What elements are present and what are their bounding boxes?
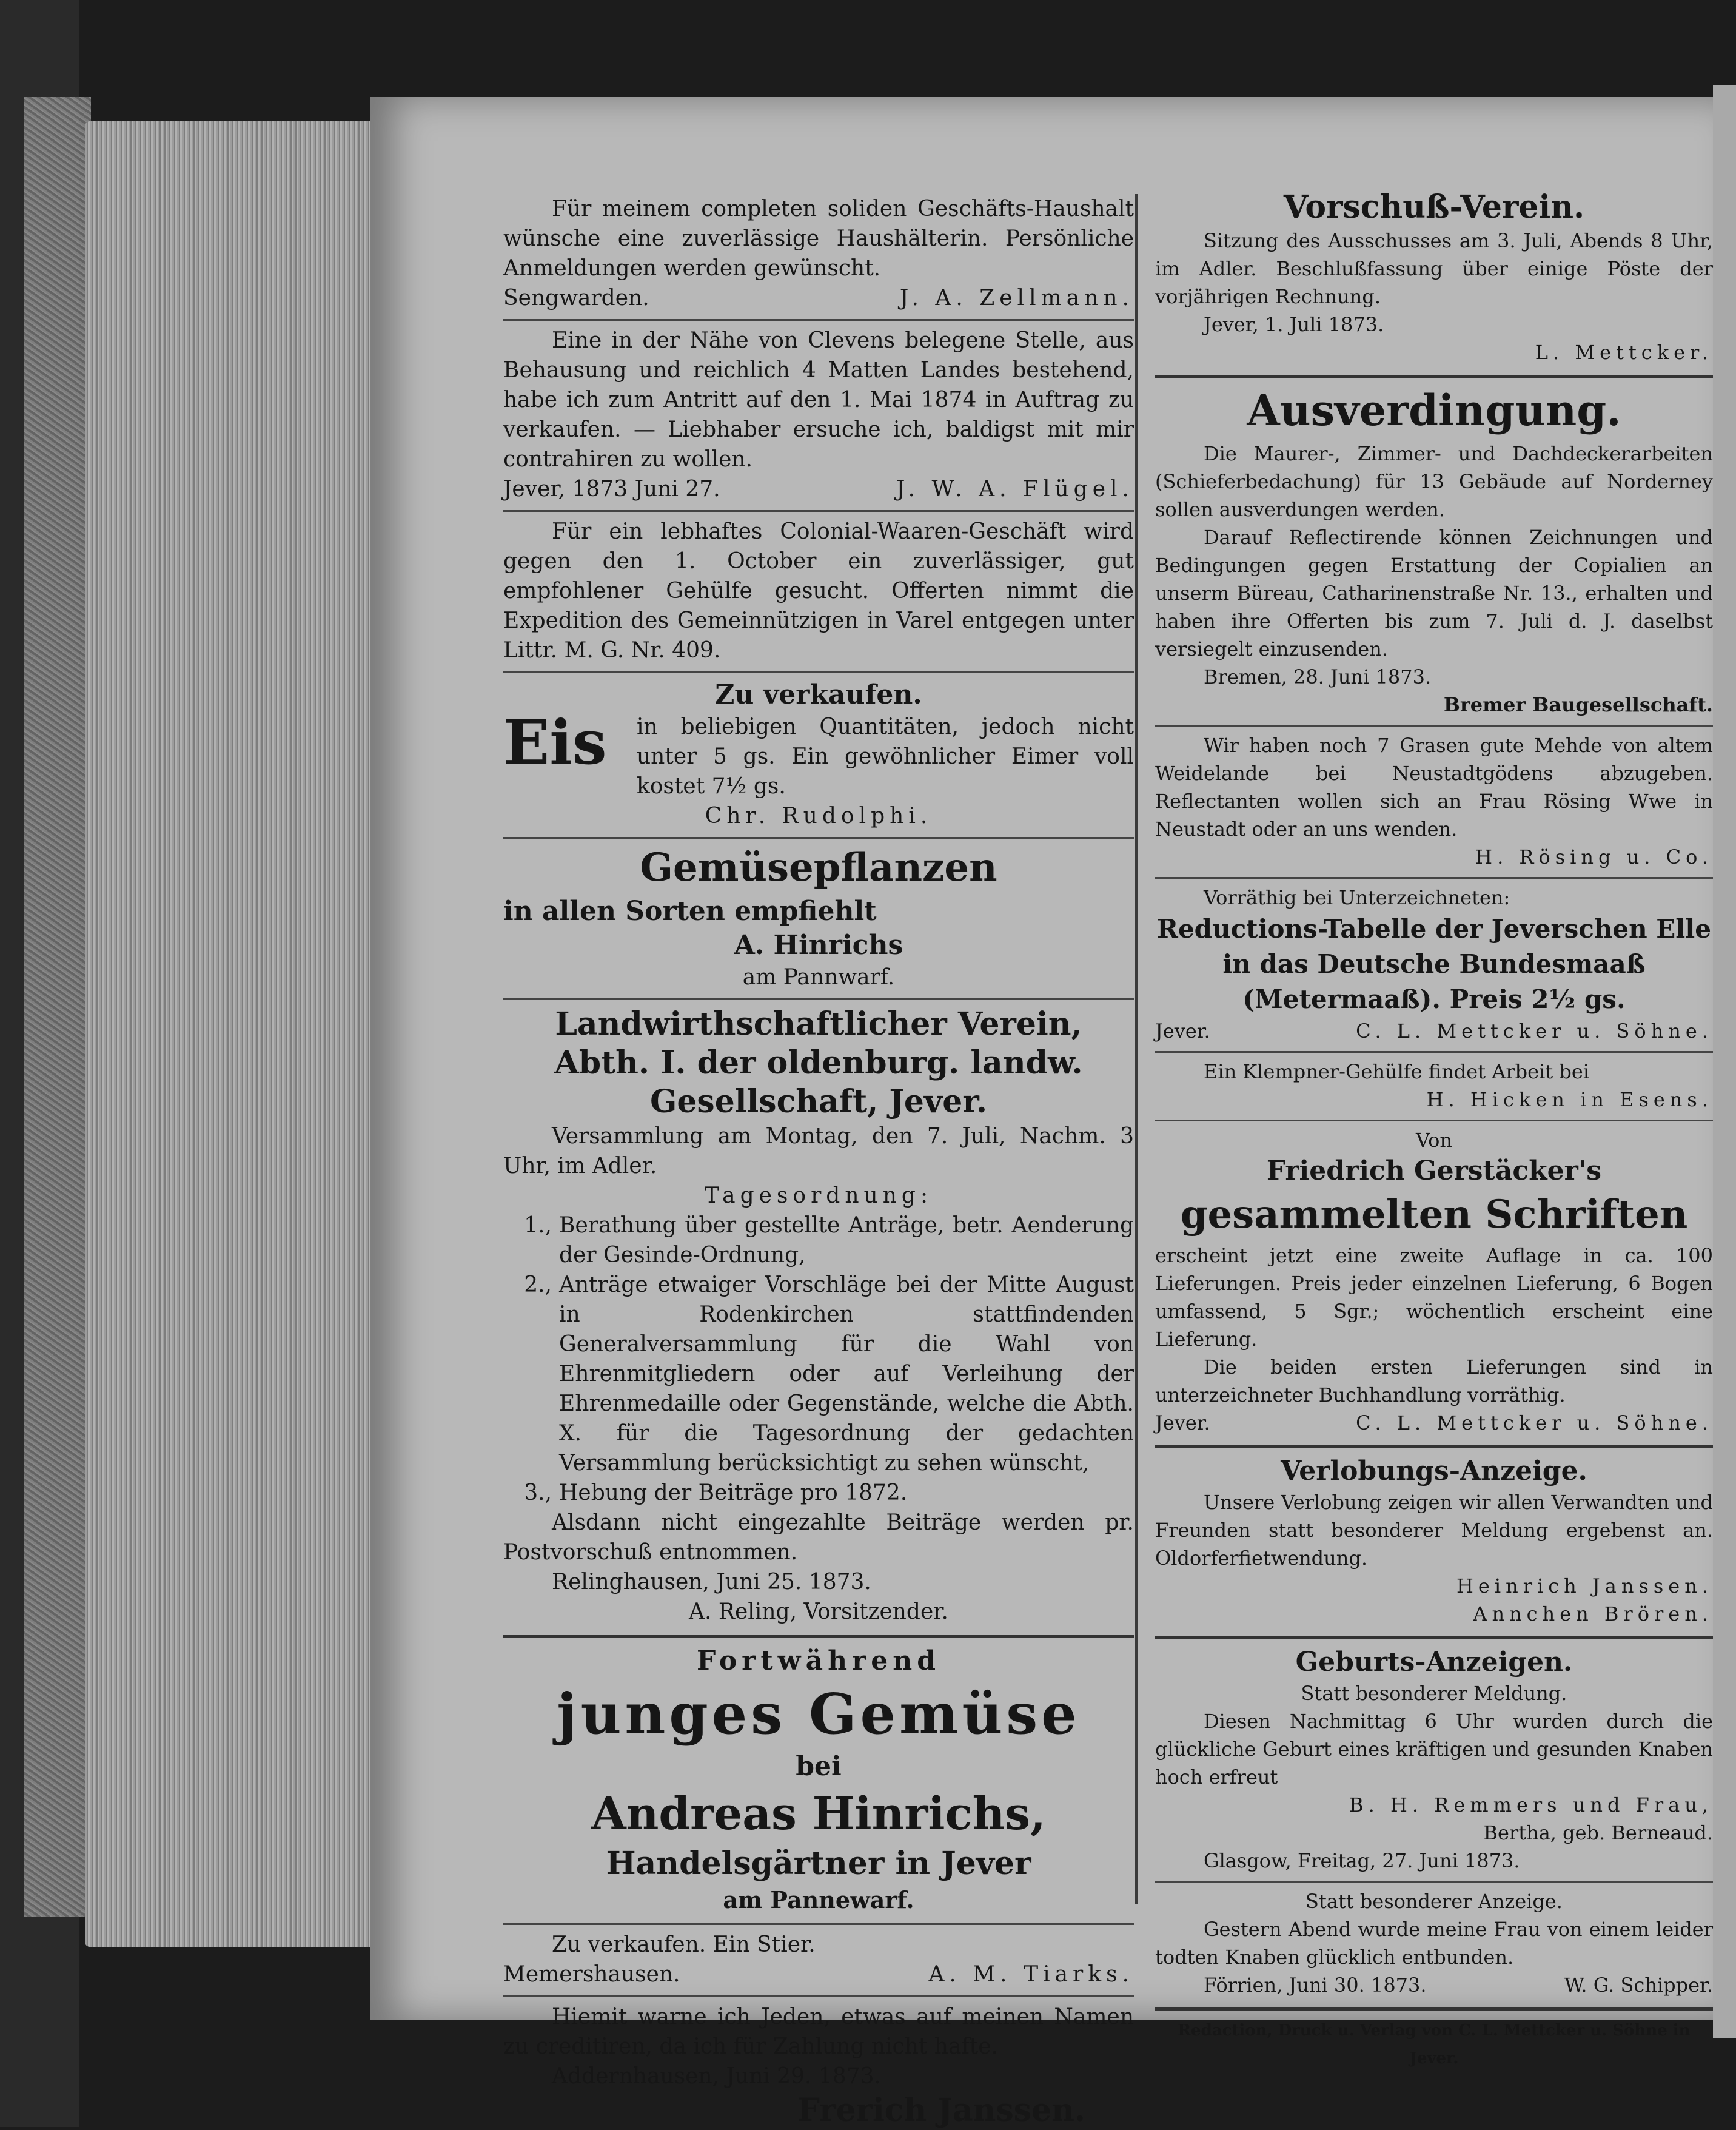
agenda-number: 3., <box>524 1480 552 1505</box>
ad-text: Zu verkaufen. Ein Stier. <box>552 1932 816 1957</box>
separator-rule <box>503 1635 1134 1638</box>
ad-tender <box>1155 384 1713 719</box>
ad-heading: Verlobungs-Anzeige. <box>1281 1456 1587 1487</box>
ad-signer: Bertha, geb. Berneaud. <box>1483 1821 1713 1844</box>
agenda-text: Anträge etwaiger Vorschläge bei der Mitte August in Rodenkirchen stattfindenden Generalversammlung für die Wahl von Ehrenmitgliedern oder auf Verleihung der Ehrenmedaille oder Gegenstände, welche die Abth. X. für die Tagesordnung der gedachten Versammlung berücksichtigt zu sehen wünscht, <box>559 1272 1134 1476</box>
ad-conversion-table <box>1155 884 1713 1045</box>
ad-place: Jever. <box>1155 1020 1210 1043</box>
agenda-title: Tagesordnung: <box>704 1183 933 1208</box>
ad-heading: Gesellschaft, Jever. <box>649 1083 988 1120</box>
ad-tinsmith <box>1155 1058 1713 1114</box>
separator-rule <box>503 671 1134 673</box>
ad-sub: Statt besonderer Anzeige. <box>1305 1890 1563 1913</box>
ad-place: Bremen, 28. Juni 1873. <box>1204 665 1432 688</box>
ad-line: Fortwährend <box>697 1645 940 1676</box>
ad-birth-announcement <box>1155 1645 1713 1875</box>
ad-heading: Ausverdingung. <box>1247 385 1621 435</box>
ad-place: Addernhausen, Juni 29. 1873. <box>552 2064 881 2089</box>
ad-heading: gesammelten Schriften <box>1180 1192 1688 1237</box>
ad-signer: L. Mettcker. <box>1535 341 1713 364</box>
separator-rule <box>1155 877 1713 879</box>
separator-rule <box>1155 1881 1713 1883</box>
separator-rule <box>1155 725 1713 727</box>
ad-signer: H. Hicken in Esens. <box>1426 1088 1713 1111</box>
separator-rule <box>1155 375 1713 378</box>
ad-place: Memershausen. <box>503 1962 680 1987</box>
ad-vegetable-plants <box>503 844 1134 992</box>
ad-bull-sale <box>503 1930 1134 1989</box>
agenda-number: 1., <box>524 1213 552 1238</box>
ad-signer: Bremer Baugesellschaft. <box>1443 693 1713 716</box>
ad-signer: B. H. Remmers und Frau, <box>1349 1793 1713 1816</box>
cover-texture <box>24 97 91 1917</box>
separator-rule <box>503 1995 1134 1997</box>
ad-text: Sitzung des Ausschusses am 3. Juli, Abends 8 Uhr, im Adler. Beschlußfassung über einige Pöste der vorjährigen Rechnung. <box>1155 229 1713 308</box>
ad-heading: Gemüsepflanzen <box>640 845 997 890</box>
ad-big-word: Eis <box>503 707 607 778</box>
right-column <box>1155 188 1713 2072</box>
ad-signer: W. G. Schipper. <box>1564 1974 1713 1997</box>
separator-rule <box>1155 1445 1713 1448</box>
ad-signer: H. Rösing u. Co. <box>1475 845 1713 868</box>
ad-heading: Abth. I. der oldenburg. landw. <box>554 1044 1083 1081</box>
ad-place: am Pannwarf. <box>742 965 895 990</box>
agenda-item <box>503 1478 1134 1508</box>
ad-line: Vorräthig bei Unterzeichneten: <box>1204 886 1510 909</box>
ad-signer: A. Reling, Vorsitzender. <box>689 1599 948 1624</box>
ad-text: Hiemit warne ich Jeden, etwas auf meinen Namen zu creditiren, da ich für Zahlung nicht hafte. <box>503 2004 1134 2059</box>
ad-signer: J. W. A. Flügel. <box>896 477 1134 502</box>
ad-signer: Chr. Rudolphi. <box>705 804 933 828</box>
ad-place: Relinghausen, Juni 25. 1873. <box>552 1570 871 1594</box>
separator-rule <box>503 319 1134 321</box>
ad-heading: Landwirthschaftlicher Verein, <box>555 1006 1082 1043</box>
ad-place: Jever, 1873 Juni 27. <box>503 477 720 502</box>
ad-heading: junges Gemüse <box>557 1681 1081 1747</box>
ad-title: Reductions-Tabelle der Jeverschen Elle in das Deutsche Bundesmaaß (Metermaaß). Preis 2½ gs. <box>1157 914 1711 1014</box>
ad-place: Jever. <box>1155 1411 1210 1434</box>
ad-signer: C. L. Mettcker u. Söhne. <box>1356 1411 1713 1434</box>
ad-young-vegetables <box>503 1644 1134 1917</box>
ad-engagement <box>1155 1454 1713 1628</box>
separator-rule <box>503 998 1134 1000</box>
ad-note: Alsdann nicht eingezahlte Beiträge werden pr. Postvorschuß entnommen. <box>503 1510 1134 1565</box>
ad-place: am Pannewarf. <box>723 1886 914 1913</box>
ad-place: Jever, 1. Juli 1873. <box>1204 313 1384 336</box>
ad-heading: Zu verkaufen. <box>715 679 922 710</box>
ad-text: Die Maurer-, Zimmer- und Dachdeckerarbeiten (Schieferbedachung) für 13 Gebäude auf Norderney sollen ausverdungen werden. <box>1155 442 1713 521</box>
ad-line: Friedrich Gerstäcker's <box>1266 1155 1602 1186</box>
ad-place: Glasgow, Freitag, 27. Juni 1873. <box>1204 1849 1520 1872</box>
column-divider <box>1135 194 1138 1904</box>
next-page-edge <box>1713 85 1736 2038</box>
agenda-number: 2., <box>524 1272 552 1297</box>
agenda-item <box>503 1211 1134 1270</box>
ad-gerstaecker-books <box>1155 1126 1713 1437</box>
separator-rule <box>503 837 1134 839</box>
ad-line: Von <box>1415 1129 1453 1152</box>
ad-text: Ein Klempner-Gehülfe findet Arbeit bei <box>1204 1060 1589 1083</box>
ad-name: Andreas Hinrichs, <box>591 1788 1046 1840</box>
separator-rule <box>1155 1636 1713 1639</box>
ad-text: Für meinem completen soliden Geschäfts-Haushalt wünsche eine zuverlässige Haushälterin. Persönliche Anmeldungen werden gewünscht. <box>503 197 1134 281</box>
ad-text: Gestern Abend wurde meine Frau von einem leider todten Knaben glücklich entbunden. <box>1155 1918 1713 1969</box>
agenda-item <box>503 1270 1134 1478</box>
ad-line: Handelsgärtner in Jever <box>606 1845 1031 1882</box>
ad-signer: J. A. Zellmann. <box>899 286 1134 311</box>
ad-line: bei <box>796 1751 842 1782</box>
ad-text: Darauf Reflectirende können Zeichnungen und Bedingungen gegen Erstattung der Copialien an unserm Büreau, Catharinenstraße Nr. 13., erhalten und haben ihre Offerten bis zum 7. Juli d. J. daselbst versiegelt einzusenden. <box>1155 526 1713 660</box>
left-column <box>503 194 1134 2130</box>
ad-place: Sengwarden. <box>503 286 649 311</box>
ad-text: Diesen Nachmittag 6 Uhr wurden durch die glückliche Geburt eines kräftigen und gesunden Knaben hoch erfreut <box>1155 1710 1713 1789</box>
separator-rule <box>1155 1051 1713 1053</box>
ad-signer: Frerich Janssen. <box>797 2092 1085 2129</box>
ad-ice <box>503 678 1134 831</box>
imprint-line: Redaction, Druck u. Verlag von C. L. Mettcker u. Söhne in Jever. <box>1178 2021 1691 2068</box>
ad-place: Förrien, Juni 30. 1873. <box>1204 1974 1427 1997</box>
ad-text: Unsere Verlobung zeigen wir allen Verwandten und Freunden statt besonderer Meldung ergebenst an. Oldorferfietwendung. <box>1155 1491 1713 1570</box>
separator-rule <box>503 510 1134 512</box>
ad-signer: A. M. Tiarks. <box>928 1962 1134 1987</box>
ad-text: Für ein lebhaftes Colonial-Waaren-Geschäft wird gegen den 1. October ein zuverlässiger, gut empfohlener Gehülfe gesucht. Offerten nimmt die Expedition des Gemeinnützigen in Varel entgegen unter Littr. M. G. Nr. 409. <box>503 519 1134 663</box>
agenda-text: Hebung der Beiträge pro 1872. <box>559 1480 908 1505</box>
ad-stillbirth <box>1155 1887 1713 1999</box>
ad-agricultural-society <box>503 1005 1134 1627</box>
ad-grass-meadow <box>1155 731 1713 871</box>
ad-text: Wir haben noch 7 Grasen gute Mehde von altem Weidelande bei Neustadtgödens abzugeben. Reflectanten wollen sich an Frau Rösing Wwe in Neustadt oder an uns wenden. <box>1155 734 1713 841</box>
book-page-edges <box>85 121 382 1947</box>
ad-text: Versammlung am Montag, den 7. Juli, Nachm. 3 Uhr, im Adler. <box>503 1124 1134 1178</box>
agenda-text: Berathung über gestellte Anträge, betr. Aenderung der Gesinde-Ordnung, <box>559 1213 1134 1268</box>
ad-sub: Statt besonderer Meldung. <box>1301 1682 1567 1705</box>
ad-text: erscheint jetzt eine zweite Auflage in ca. 100 Lieferungen. Preis jeder einzelnen Lieferung, 6 Bogen umfassend, 5 Sgr.; wöchentlich erscheint eine Lieferung. <box>1155 1244 1713 1351</box>
ad-heading: Geburts-Anzeigen. <box>1295 1647 1573 1678</box>
ad-line: in allen Sorten empfiehlt <box>503 896 877 927</box>
separator-rule <box>503 1923 1134 1925</box>
ad-text: Die beiden ersten Lieferungen sind in unterzeichneter Buchhandlung vorräthig. <box>1155 1356 1713 1406</box>
ad-signer: Annchen Brören. <box>1473 1602 1713 1625</box>
ad-shop-assistant <box>503 517 1134 665</box>
ad-text: Eine in der Nähe von Clevens belegene Stelle, aus Behausung und reichlich 4 Matten Landes bestehend, habe ich zum Antritt auf den 1. Mai 1874 in Auftrag zu verkaufen. — Liebhaber ersuche ich, baldigst mit mir contrahiren zu wollen. <box>503 328 1134 472</box>
ad-signer: C. L. Mettcker u. Söhne. <box>1356 1020 1713 1043</box>
ad-name: A. Hinrichs <box>734 930 903 961</box>
ad-signer: Heinrich Janssen. <box>1456 1574 1713 1598</box>
separator-rule <box>1155 1120 1713 1121</box>
ad-text: in beliebigen Quantitäten, jedoch nicht unter 5 gs. Ein gewöhnlicher Eimer voll kostet 7½ gs. <box>637 714 1134 799</box>
ad-housekeeper <box>503 194 1134 313</box>
ad-heading: Vorschuß-Verein. <box>1283 189 1585 226</box>
ad-credit-warning <box>503 2002 1134 2130</box>
ad-property-sale <box>503 326 1134 504</box>
separator-rule <box>1155 2007 1713 2011</box>
ad-loan-association <box>1155 188 1713 366</box>
